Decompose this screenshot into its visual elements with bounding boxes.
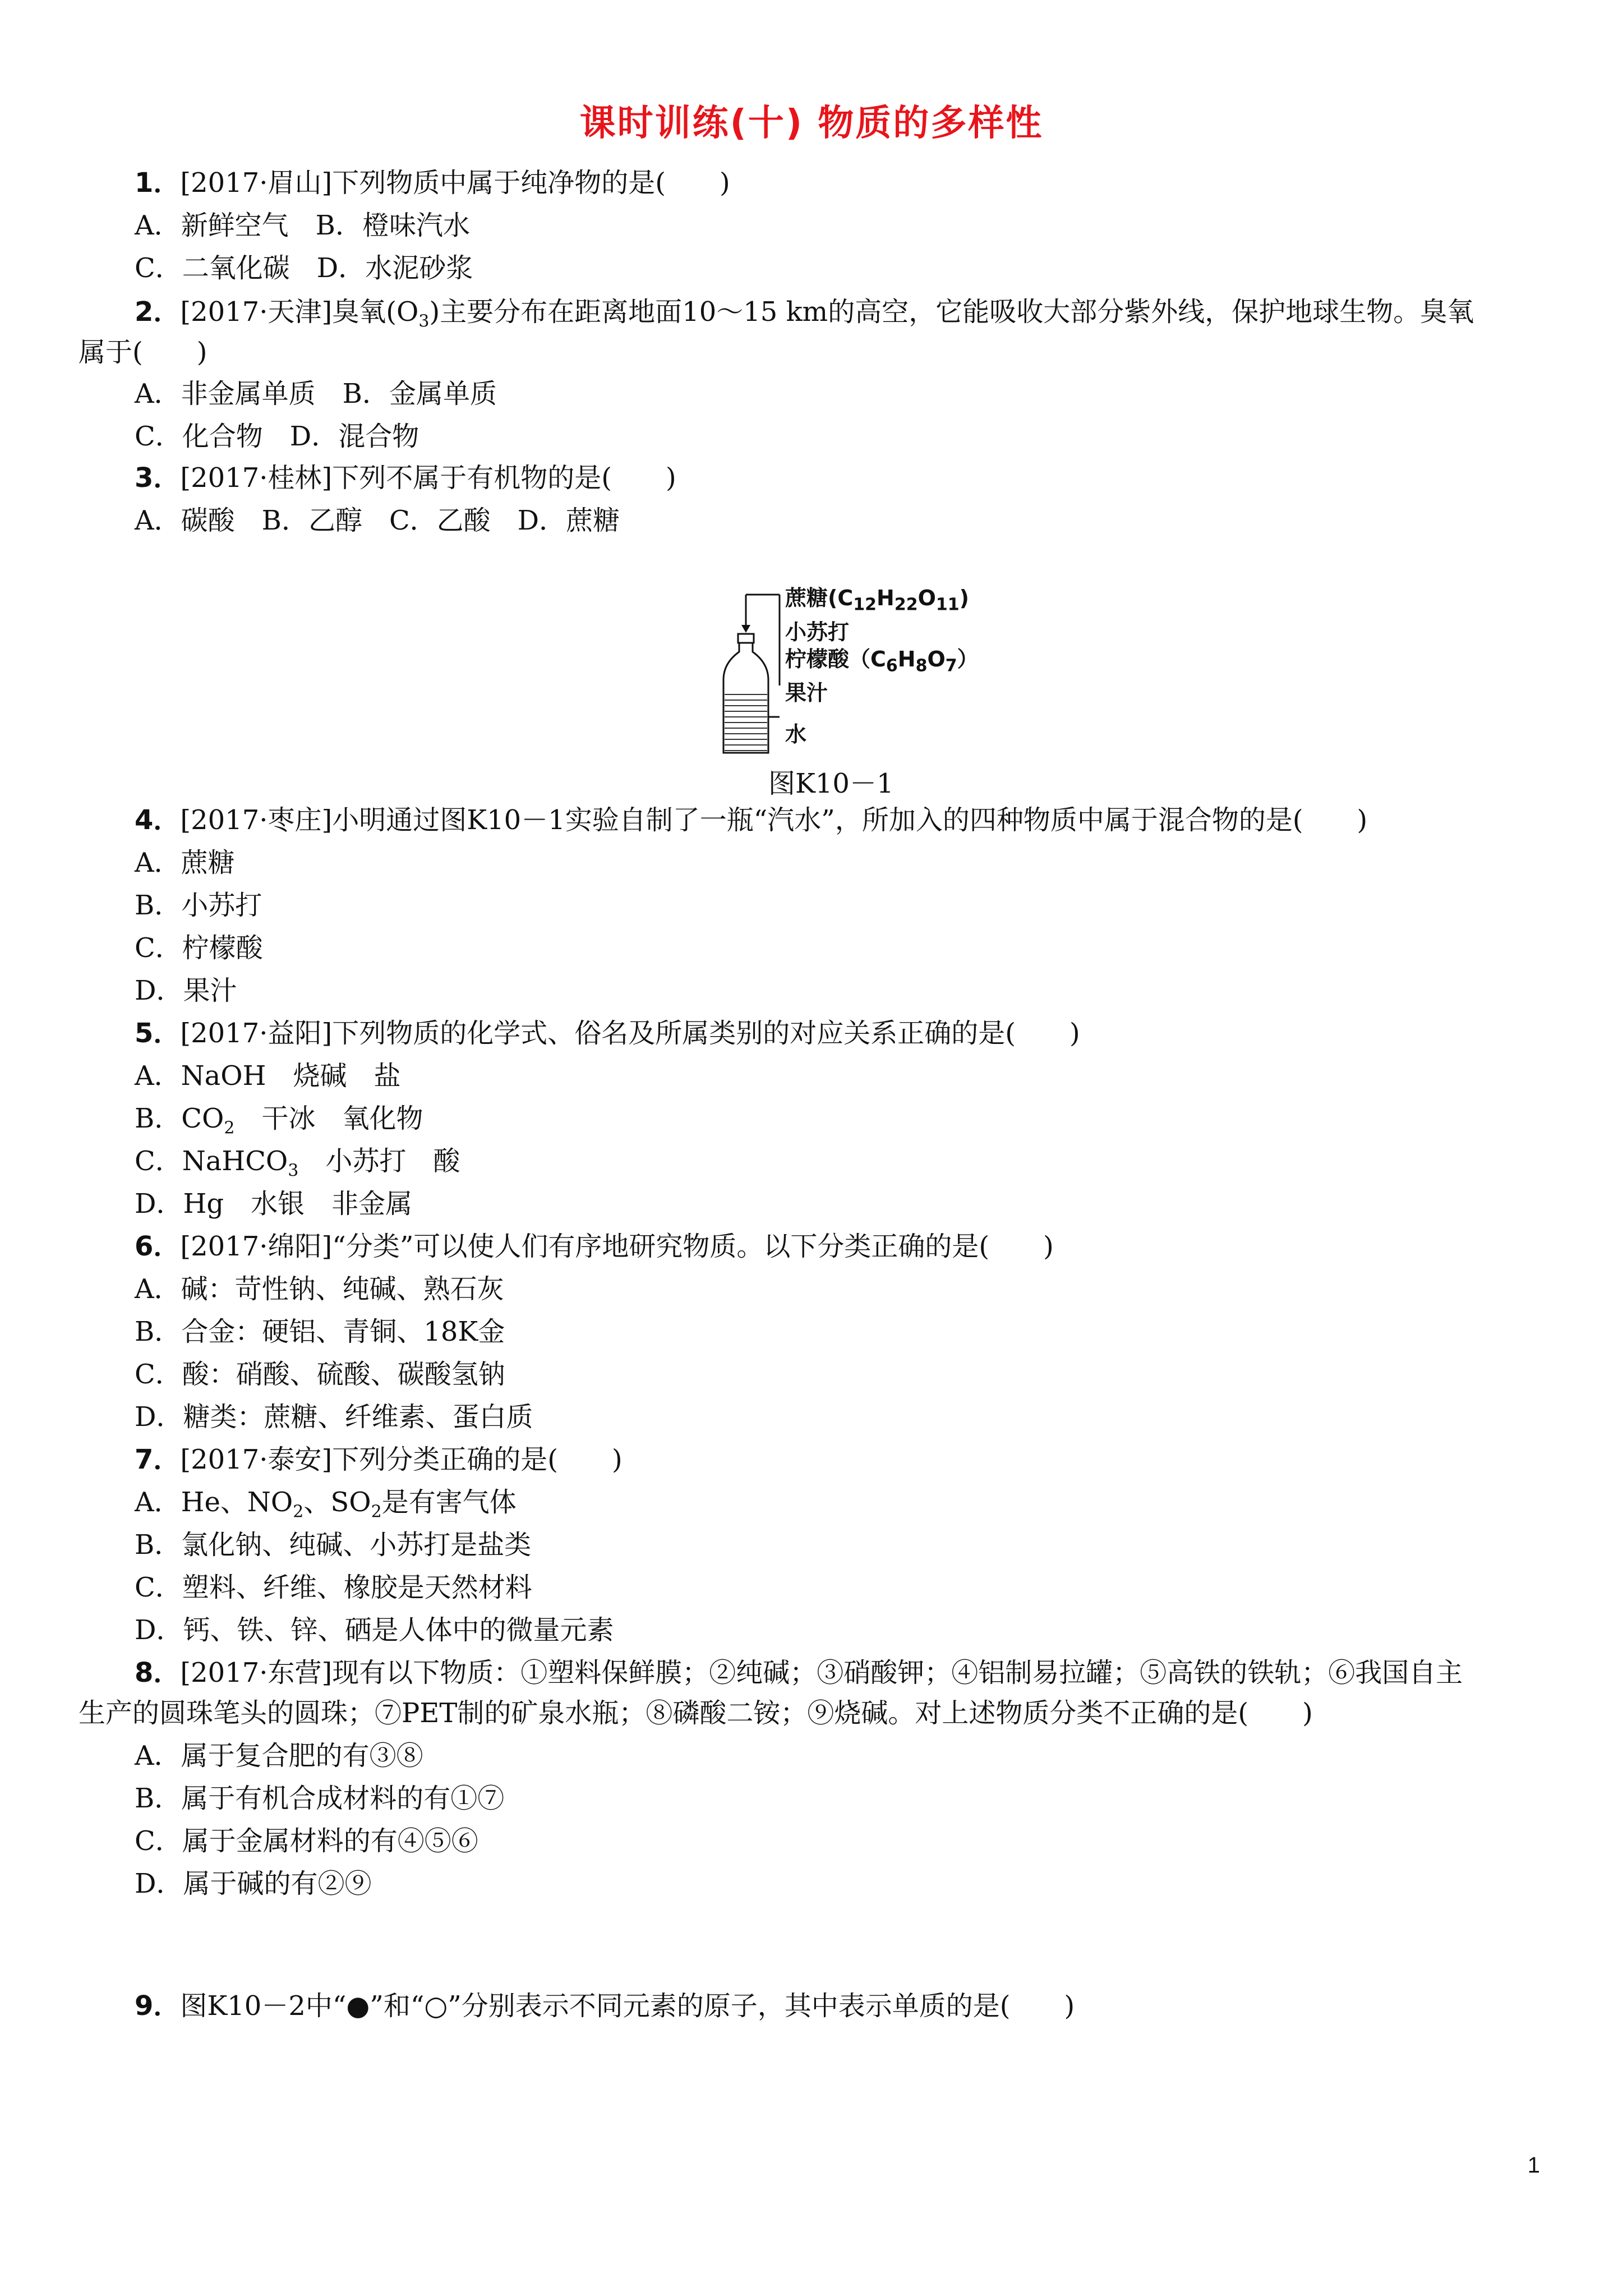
- option-line: A．He、$NO_2$、$SO_2$是有害气体: [135, 1487, 517, 1522]
- option-line: A．碱：苛性钠、纯碱、熟石灰: [135, 1273, 504, 1305]
- option-line: B．合金：硬铝、青铜、18K金: [135, 1316, 505, 1347]
- question-3: [135, 461, 676, 495]
- question-stem: [2017·益阳]下列物质的化学式、俗名及所属类别的对应关系正确的是( ): [180, 1018, 1080, 1049]
- option-line: D．糖类：蔗糖、纤维素、蛋白质: [135, 1401, 533, 1433]
- option-line: A．非金属单质 B．金属单质: [135, 378, 497, 409]
- question-2: [135, 295, 1474, 339]
- question-4: [135, 803, 1367, 837]
- question-number: 6．: [135, 1231, 181, 1262]
- option-line: C．二氧化碳 D．水泥砂浆: [135, 252, 473, 284]
- option-line: D．果汁: [135, 975, 237, 1006]
- option-line: C．酸：硝酸、硫酸、碳酸氢钠: [135, 1359, 505, 1390]
- question-stem-tail: )主要分布在距离地面10～15 km的高空，它能吸收大部分紫外线，保护地球生物。臭氧: [429, 296, 1474, 328]
- option-line: B．氯化钠、纯碱、小苏打是盐类: [135, 1529, 532, 1561]
- question-9: [135, 1989, 1075, 2023]
- question-stem: 图K10－2中“●”和“○”分别表示不同元素的原子，其中表示单质的是( ): [180, 1990, 1075, 2022]
- question-number: 1．: [135, 167, 181, 199]
- figure-labels: [785, 585, 979, 748]
- label-juice: 果汁: [785, 680, 828, 706]
- question-1: [135, 166, 730, 200]
- option-line: D．属于碱的有②⑨: [135, 1868, 372, 1899]
- question-stem: [2017·泰安]下列分类正确的是( ): [180, 1444, 623, 1475]
- question-number: 4．: [135, 804, 181, 836]
- label-citric-acid: 柠檬酸$(C_6H_8O_7)$: [785, 646, 979, 676]
- option-line: B．小苏打: [135, 890, 262, 921]
- question-6: [135, 1230, 1054, 1263]
- option-line: C．化合物 D．混合物: [135, 421, 419, 452]
- question-number: 7．: [135, 1444, 181, 1475]
- question-number: 5．: [135, 1018, 181, 1049]
- question-stem: [2017·天津]臭氧(O: [180, 296, 419, 328]
- option-line: C．塑料、纤维、橡胶是天然材料: [135, 1572, 532, 1603]
- option-line: A．蔗糖: [135, 847, 235, 878]
- label-sugar: 蔗糖$(C_{12}H_{22}O_{11})$: [785, 586, 970, 615]
- option-line: C．属于金属材料的有④⑤⑥: [135, 1825, 478, 1857]
- question-stem: [2017·枣庄]小明通过图K10－1实验自制了一瓶“汽水”，所加入的四种物质中属于混合物的是( ): [180, 804, 1368, 836]
- question-number: 8．: [135, 1657, 181, 1688]
- question-stem: [2017·东营]现有以下物质：①塑料保鲜膜；②纯碱；③硝酸钾；④铝制易拉罐；⑤高铁的铁轨；⑥我国自主: [180, 1657, 1463, 1688]
- label-water: 水: [785, 722, 807, 747]
- page-number: 1: [1527, 2153, 1540, 2178]
- option-line: D．钙、铁、锌、硒是人体中的微量元素: [135, 1614, 614, 1646]
- option-line: D．Hg 水银 非金属: [135, 1188, 413, 1220]
- subscript: 3: [418, 311, 430, 332]
- question-5: [135, 1016, 1080, 1050]
- option-line: B．$CO_2$ 干冰 氧化物: [135, 1103, 423, 1138]
- question-stem: [2017·眉山]下列物质中属于纯净物的是( ): [180, 167, 730, 199]
- question-number: 9．: [135, 1990, 181, 2022]
- question-stem-line2: 生产的圆珠笔头的圆珠；⑦PET制的矿泉水瓶；⑧磷酸二铵；⑨烧碱。对上述物质分类不正确的是( ): [79, 1697, 1313, 1729]
- figure-caption: 图K10－1: [768, 768, 894, 799]
- option-line: A．NaOH 烧碱 盐: [135, 1060, 401, 1092]
- option-line: C．NaHCO$_3$ 小苏打 酸: [135, 1145, 460, 1181]
- question-number: 3．: [135, 462, 181, 494]
- label-baking-soda: 小苏打: [785, 619, 850, 645]
- option-line: A．属于复合肥的有③⑧: [135, 1740, 423, 1772]
- option-line: A．碳酸 B．乙醇 C．乙酸 D．蔗糖: [135, 505, 620, 536]
- question-stem: [2017·桂林]下列不属于有机物的是( ): [180, 462, 676, 494]
- question-stem-line2: 属于( ): [79, 337, 208, 368]
- question-number: 2．: [135, 296, 181, 328]
- question-stem: [2017·绵阳]“分类”可以使人们有序地研究物质。以下分类正确的是( ): [180, 1231, 1054, 1262]
- page-title: 课时训练(十) 物质的多样性: [579, 103, 1044, 144]
- question-7: [135, 1443, 623, 1476]
- question-8: [135, 1656, 1463, 1690]
- option-line: A．新鲜空气 B．橙味汽水: [135, 210, 470, 241]
- option-line: B．属于有机合成材料的有①⑦: [135, 1783, 505, 1814]
- option-line: C．柠檬酸: [135, 932, 263, 964]
